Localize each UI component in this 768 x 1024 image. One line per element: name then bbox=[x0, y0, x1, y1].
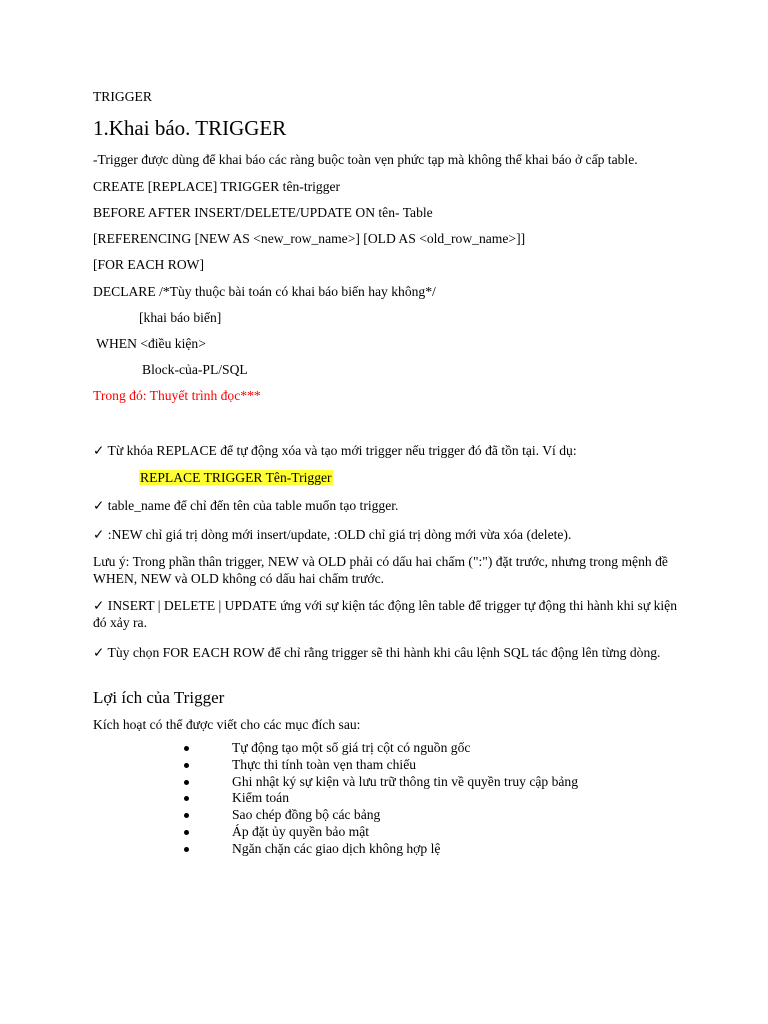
list-item bbox=[180, 807, 578, 824]
list-item bbox=[180, 740, 578, 757]
note-red: Trong đó: Thuyết trình đọc*** bbox=[93, 388, 261, 403]
list-item-text: Áp đặt ủy quyền bảo mật bbox=[232, 823, 370, 839]
bullet-icon bbox=[184, 813, 189, 818]
list-item bbox=[180, 841, 578, 858]
luu-y-note: Lưu ý: Trong phần thân trigger, NEW và OLD phải có dấu hai chấm (":") đặt trước, nhưng trong mệnh đề WHEN, NEW và OLD không có dấu hai chấm trước. bbox=[93, 554, 668, 586]
list-item-text: Ngăn chặn các giao dịch không hợp lệ bbox=[232, 840, 441, 856]
section2-title: Lợi ích của Trigger bbox=[93, 688, 225, 707]
list-item-text: Thực thi tính toàn vẹn tham chiếu bbox=[232, 756, 417, 772]
section2-intro: Kích hoạt có thể được viết cho các mục đích sau: bbox=[93, 717, 361, 732]
header-label: TRIGGER bbox=[93, 89, 152, 104]
section1-intro: -Trigger được dùng để khai báo các ràng buộc toàn vẹn phức tạp mà không thể khai báo ở cấp table. bbox=[93, 152, 638, 167]
highlighted-text: REPLACE TRIGGER Tên-Trigger bbox=[140, 470, 332, 485]
list-item bbox=[180, 757, 578, 774]
syntax-line-when: WHEN <điều kiện> bbox=[93, 336, 206, 351]
explain-new-old: ✓ :NEW chỉ giá trị dòng mới insert/update, :OLD chỉ giá trị dòng mới vừa xóa (delete). bbox=[93, 527, 572, 542]
syntax-line-for-each-row: [FOR EACH ROW] bbox=[93, 257, 205, 272]
explain-table-name: ✓ table_name để chỉ đến tên của table muốn tạo trigger. bbox=[93, 498, 399, 513]
list-item bbox=[180, 774, 578, 791]
syntax-line-before-after: BEFORE AFTER INSERT/DELETE/UPDATE ON tên- Table bbox=[93, 205, 433, 220]
bullet-icon bbox=[184, 830, 189, 835]
bullet-icon bbox=[184, 780, 189, 785]
list-item bbox=[180, 824, 578, 841]
bullet-icon bbox=[184, 746, 189, 751]
list-item bbox=[180, 790, 578, 807]
example-highlight bbox=[139, 469, 333, 486]
explain-for-each-row: ✓ Tùy chọn FOR EACH ROW để chỉ rằng trigger sẽ thi hành khi câu lệnh SQL tác động lên từng dòng. bbox=[93, 645, 661, 660]
section1-title: 1.Khai báo. TRIGGER bbox=[93, 116, 287, 140]
list-item-text: Tự động tạo một số giá trị cột có nguồn gốc bbox=[232, 740, 471, 755]
explain-events: ✓ INSERT | DELETE | UPDATE ứng với sự kiện tác động lên table để trigger tự động thi hành khi sự kiện đó xảy ra. bbox=[93, 598, 678, 630]
bullet-icon bbox=[184, 796, 189, 801]
syntax-line-referencing: [REFERENCING [NEW AS <new_row_name>] [OLD AS <old_row_name>]] bbox=[93, 231, 526, 246]
syntax-line-create: CREATE [REPLACE] TRIGGER tên-trigger bbox=[93, 179, 341, 194]
syntax-line-declare-vars: [khai báo biến] bbox=[139, 310, 222, 325]
bullet-icon bbox=[184, 847, 189, 852]
benefits-list bbox=[180, 740, 578, 858]
explain-replace: ✓ Từ khóa REPLACE để tự động xóa và tạo mới trigger nếu trigger đó đã tồn tại. Ví dụ: bbox=[93, 443, 577, 458]
list-item-text: Sao chép đồng bộ các bảng bbox=[232, 807, 381, 823]
syntax-line-declare: DECLARE /*Tùy thuộc bài toán có khai báo biến hay không*/ bbox=[93, 284, 436, 299]
bullet-icon bbox=[184, 763, 189, 768]
list-item-text: Kiểm toán bbox=[232, 790, 290, 806]
syntax-line-block: Block-của-PL/SQL bbox=[142, 362, 248, 377]
list-item-text: Ghi nhật ký sự kiện và lưu trữ thông tin về quyền truy cập bảng bbox=[232, 773, 579, 789]
